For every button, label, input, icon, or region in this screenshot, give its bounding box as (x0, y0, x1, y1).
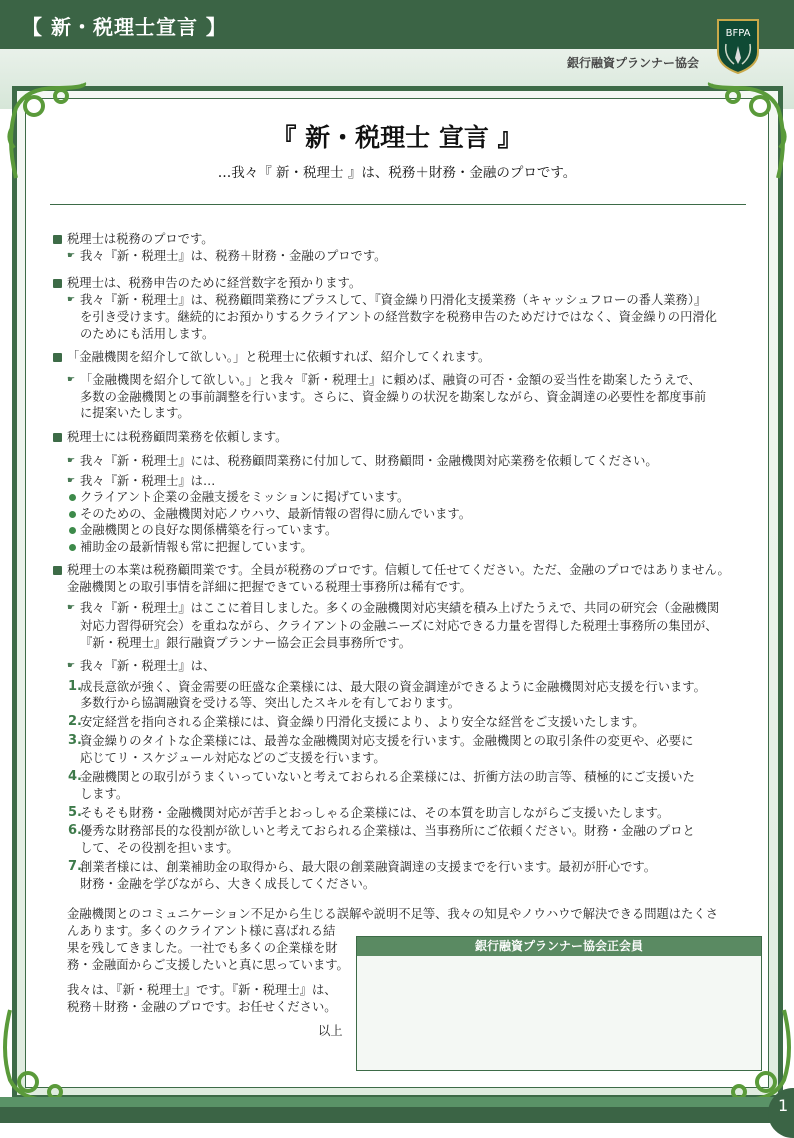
pointing-hand-icon: ☛ (67, 375, 76, 385)
numbered-item: そもそも財務・金融機関対応が苦手とおっしゃる企業様には、その本質を助言しながらご支援いたします。 (80, 806, 670, 820)
bullet-item: クライアント企業の金融支援をミッションに掲げています。 (80, 490, 410, 504)
divider (50, 204, 746, 205)
section-heading: 税理士には税務顧問業務を依頼します。 (67, 430, 288, 444)
numbered-item: 応じてリ・スケジュール対応などのご支援を行います。 (80, 751, 386, 765)
bullet-dot-icon (69, 544, 76, 551)
section-bullet-icon (53, 433, 62, 442)
svg-text:BFPA: BFPA (725, 28, 751, 39)
section-detail: 「金融機関を紹介して欲しい。」と我々『新・税理士』に頼めば、融資の可否・金額の妥当性を勘案したうえで、 (80, 373, 701, 387)
bullet-dot-icon (69, 494, 76, 501)
page-subtitle: …我々『 新・税理士 』は、税務＋財務・金融のプロです。 (217, 165, 577, 181)
numbered-item: 金融機関との取引がうまくいっていないと考えておられる企業様には、折衝方法の助言等、積極的にご支援いた (80, 770, 695, 784)
pointing-hand-icon: ☛ (67, 476, 76, 486)
page-number: 1 (768, 1088, 794, 1138)
member-box-title: 銀行融資プランナー協会正会員 (357, 937, 761, 956)
numbered-item: 優秀な財務部長的な役割が欲しいと考えておられる企業様は、当事務所にご依頼ください。財務・金融のプロと (80, 824, 695, 838)
numbered-item: します。 (80, 787, 129, 801)
numbered-item: 成長意欲が強く、資金需要の旺盛な企業様には、最大限の資金調達ができるように金融機関対応支援を行います。 (80, 680, 706, 694)
closing-paragraph: 金融機関とのコミュニケーション不足から生じる誤解や説明不足等、我々の知見やノウハウで解決できる問題はたくさ (67, 907, 718, 921)
numbered-item: 創業者様には、創業補助金の取得から、最大限の創業融資調達の支援までを行います。最初が肝心です。 (80, 860, 656, 874)
closing-paragraph: 務・金融面からご支援したいと真に思っています。 (67, 958, 349, 972)
bullet-dot-icon (69, 527, 76, 534)
section-detail: のためにも活用します。 (80, 327, 215, 341)
section-heading: 「金融機関を紹介して欲しい。」と税理士に依頼すれば、紹介してくれます。 (67, 350, 491, 364)
section-heading: 金融機関との取引事情を詳細に把握できている税理士事務所は稀有です。 (67, 580, 472, 594)
numbered-item: 多数行から協調融資を受ける等、突出したスキルを有しております。 (80, 696, 461, 710)
section-detail: 我々『新・税理士』は… (80, 474, 216, 488)
closing-paragraph: んあります。多くのクライアント様に喜ばれる結 (67, 924, 336, 938)
section-heading: 税理士の本業は税務顧問業です。全員が税務のプロです。信頼して任せてください。ただ、金融のプロではありません。 (67, 563, 730, 577)
closing-paragraph: 果を残してきました。一社でも多くの企業様を財 (67, 941, 338, 955)
member-box (356, 936, 762, 1071)
section-bullet-icon (53, 235, 62, 244)
bullet-item: 補助金の最新情報も常に把握しています。 (80, 540, 313, 554)
pointing-hand-icon: ☛ (67, 661, 76, 671)
numbered-item: 安定経営を指向される企業様には、資金繰り円滑化支援により、より安全な経営をご支援いたします。 (80, 715, 645, 729)
header-bar (0, 0, 794, 49)
section-detail: に提案いたします。 (80, 406, 190, 420)
section-detail: 多数の金融機関との事前調整を行います。さらに、資金繰りの状況を勘案しながら、資金調達の必要性を都度事前 (80, 390, 707, 404)
footer-bar (0, 1107, 794, 1123)
section-detail: を引き受けます。継続的にお預かりするクライアントの経営数字を税務申告のためだけではなく、資金繰りの円滑化 (80, 310, 717, 324)
header-title: 【 新・税理士宣言 】 (22, 15, 227, 39)
section-heading: 税理士は税務のプロです。 (67, 232, 214, 246)
section-heading: 税理士は、税務申告のために経営数字を預かります。 (67, 276, 362, 290)
organization-name: 銀行融資プランナー協会 (566, 56, 699, 70)
item-number: 5. (68, 805, 82, 820)
bullet-item: 金融機関との良好な関係構築を行っています。 (80, 523, 338, 537)
item-number: 1. (68, 679, 82, 694)
pointing-hand-icon: ☛ (67, 295, 76, 305)
section-detail: 我々『新・税理士』は、税務顧問業務にプラスして、『資金繰り円滑化支援業務（キャッシュフローの番人業務）』 (80, 293, 707, 307)
section-detail: 我々『新・税理士』には、税務顧問業務に付加して、財務顧問・金融機関対応業務を依頼してください。 (80, 454, 658, 468)
section-detail: 対応力習得研究会）を重ねながら、クライアントの金融ニーズに対応できる力量を習得した税理士事務所の集団が、 (80, 619, 718, 633)
item-number: 7. (68, 859, 82, 874)
item-number: 2. (68, 714, 82, 729)
closing-end: 以上 (318, 1024, 343, 1038)
item-number: 6. (68, 823, 82, 838)
closing-paragraph: 税務＋財務・金融のプロです。お任せください。 (67, 1000, 337, 1014)
page-title: 『 新・税理士 宣言 』 (271, 123, 523, 152)
numbered-item: 資金繰りのタイトな企業様には、最善な金融機関対応支援を行います。金融機関との取引条件の変更や、必要に (80, 734, 694, 748)
section-detail: 『新・税理士』銀行融資プランナー協会正会員事務所です。 (80, 636, 412, 650)
item-number: 4. (68, 769, 82, 784)
footer-band (0, 1097, 794, 1107)
bullet-item: そのための、金融機関対応ノウハウ、最新情報の習得に励んでいます。 (80, 507, 472, 521)
item-number: 3. (68, 733, 82, 748)
section-detail: 我々『新・税理士』はここに着目しました。多くの金融機関対応実績を積み上げたうえで、共同の研究会（金融機関 (80, 601, 720, 615)
numbered-item: して、その役割を担います。 (80, 841, 239, 855)
section-bullet-icon (53, 353, 62, 362)
bullet-dot-icon (69, 511, 76, 518)
pointing-hand-icon: ☛ (67, 456, 76, 466)
pointing-hand-icon: ☛ (67, 603, 76, 613)
section-bullet-icon (53, 279, 62, 288)
section-bullet-icon (53, 566, 62, 575)
closing-paragraph: 我々は、『新・税理士』です。『新・税理士』は、 (67, 983, 337, 997)
section-detail: 我々『新・税理士』は、税務＋財務・金融のプロです。 (80, 249, 387, 263)
bfpa-logo-icon (716, 16, 760, 74)
corner-ornament-icon (0, 1000, 90, 1110)
section-detail: 我々『新・税理士』は、 (80, 659, 216, 673)
numbered-item: 財務・金融を学びながら、大きく成長してください。 (80, 877, 376, 891)
pointing-hand-icon: ☛ (67, 251, 76, 261)
